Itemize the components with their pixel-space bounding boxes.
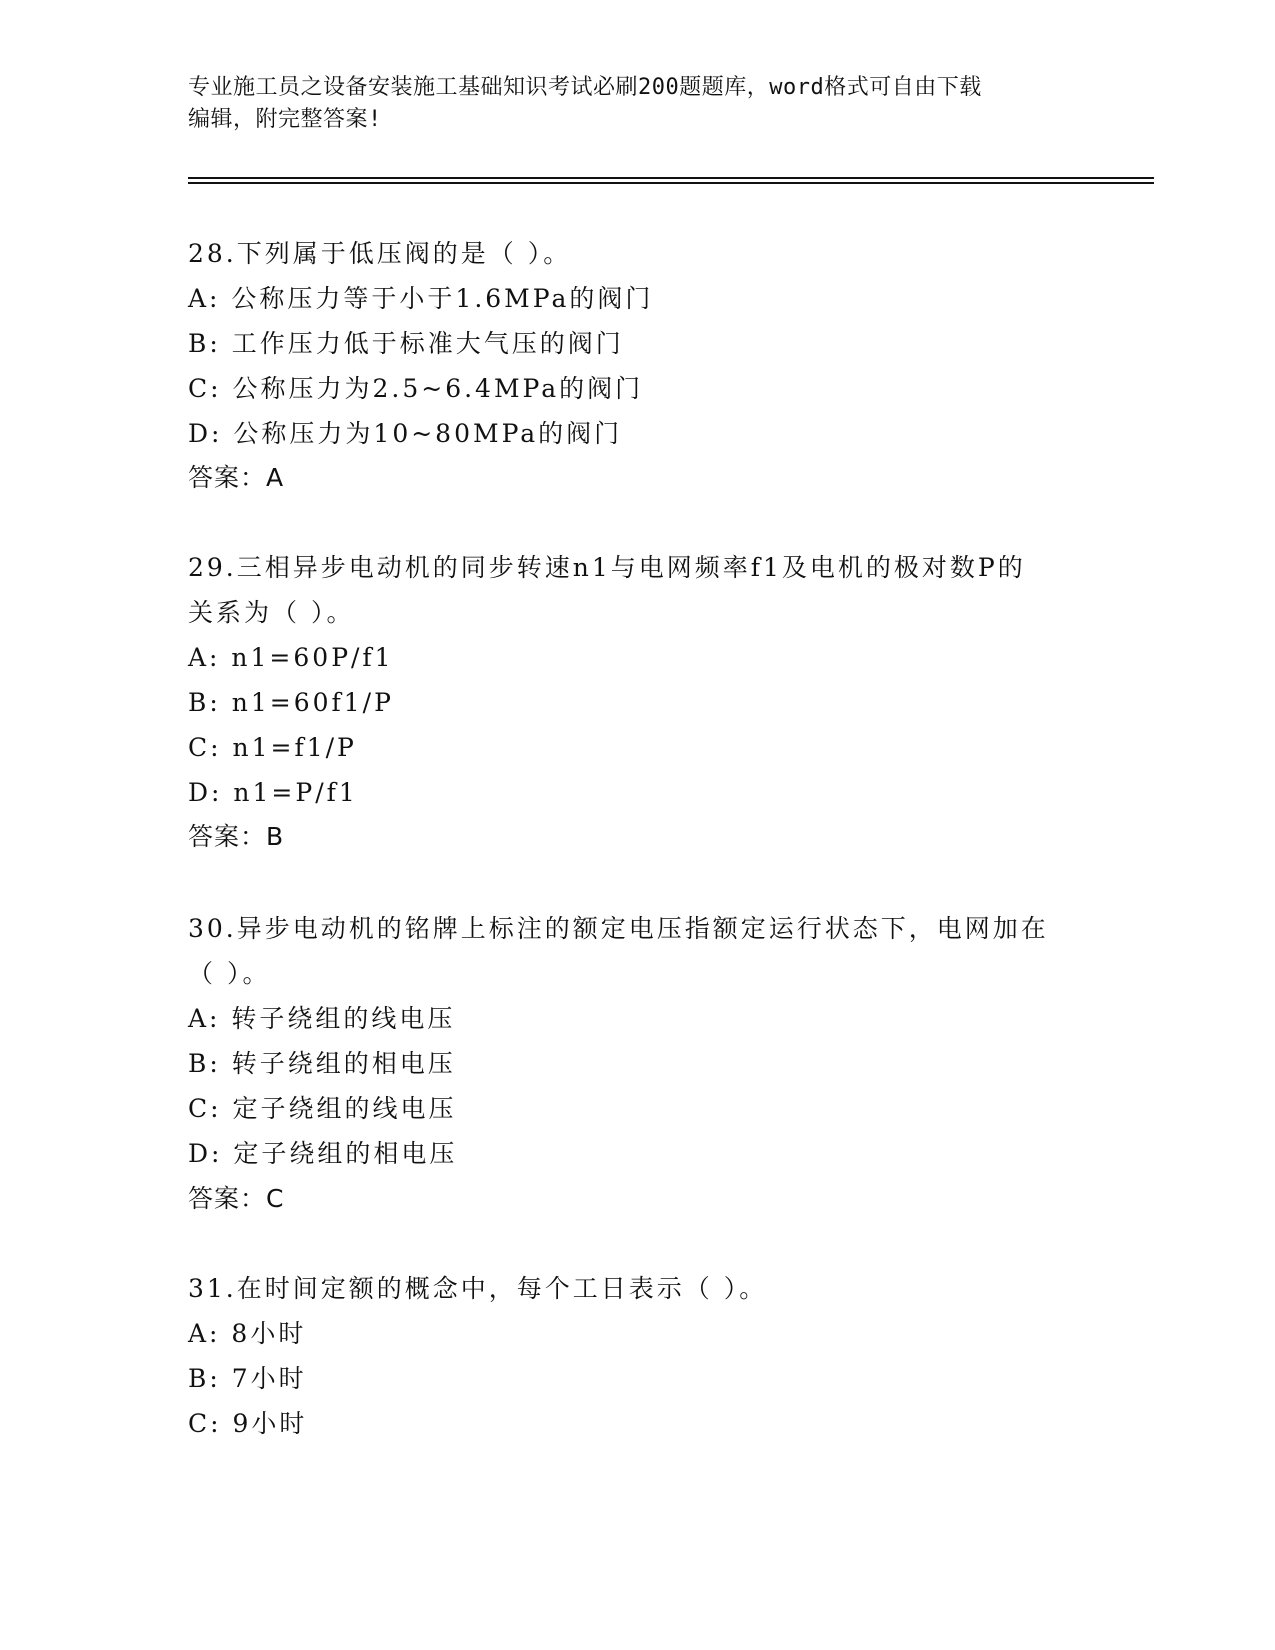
header-line-2: 编辑，附完整答案! bbox=[188, 107, 382, 132]
question-28-option-d: D: 公称压力为10~80MPa的阀门 bbox=[188, 419, 623, 448]
question-31-option-b: B: 7小时 bbox=[188, 1364, 307, 1393]
question-28-option-c: C: 公称压力为2.5~6.4MPa的阀门 bbox=[188, 374, 644, 403]
question-30-stem-cont: （ ）。 bbox=[188, 959, 271, 988]
question-28-stem: 28.下列属于低压阀的是（ ）。 bbox=[188, 239, 572, 268]
question-30-option-d: D: 定子绕组的相电压 bbox=[188, 1139, 458, 1168]
document-header bbox=[188, 72, 1068, 136]
question-28-option-b: B: 工作压力低于标准大气压的阀门 bbox=[188, 329, 624, 358]
question-30-option-c: C: 定子绕组的线电压 bbox=[188, 1094, 457, 1123]
question-29-stem-cont: 关系为（ ）。 bbox=[188, 598, 355, 627]
question-28-answer: 答案：A bbox=[188, 463, 285, 492]
header-line-1: 专业施工员之设备安装施工基础知识考试必刷200题题库，word格式可自由下载 bbox=[188, 75, 982, 100]
question-30-option-a: A: 转子绕组的线电压 bbox=[188, 1004, 456, 1033]
question-29-option-a: A: n1=60P/f1 bbox=[188, 643, 394, 672]
question-30-option-b: B: 转子绕组的相电压 bbox=[188, 1049, 456, 1078]
question-29-option-d: D: n1=P/f1 bbox=[188, 778, 358, 807]
question-28-option-a: A: 公称压力等于小于1.6MPa的阀门 bbox=[188, 284, 654, 313]
header-rule-top bbox=[188, 177, 1154, 179]
question-31-stem: 31.在时间定额的概念中，每个工日表示（ ）。 bbox=[188, 1274, 768, 1303]
question-31-option-c: C: 9小时 bbox=[188, 1409, 308, 1438]
question-30-answer: 答案：C bbox=[188, 1184, 285, 1213]
question-29-answer: 答案：B bbox=[188, 822, 285, 851]
question-29-stem: 29.三相异步电动机的同步转速n1与电网频率f1及电机的极对数P的 bbox=[188, 553, 1026, 582]
question-31-option-a: A: 8小时 bbox=[188, 1319, 307, 1348]
header-rule-bottom bbox=[188, 182, 1154, 184]
question-29-option-c: C: n1=f1/P bbox=[188, 733, 357, 762]
question-30-stem: 30.异步电动机的铭牌上标注的额定电压指额定运行状态下，电网加在 bbox=[188, 914, 1049, 943]
question-29-option-b: B: n1=60f1/P bbox=[188, 688, 394, 717]
